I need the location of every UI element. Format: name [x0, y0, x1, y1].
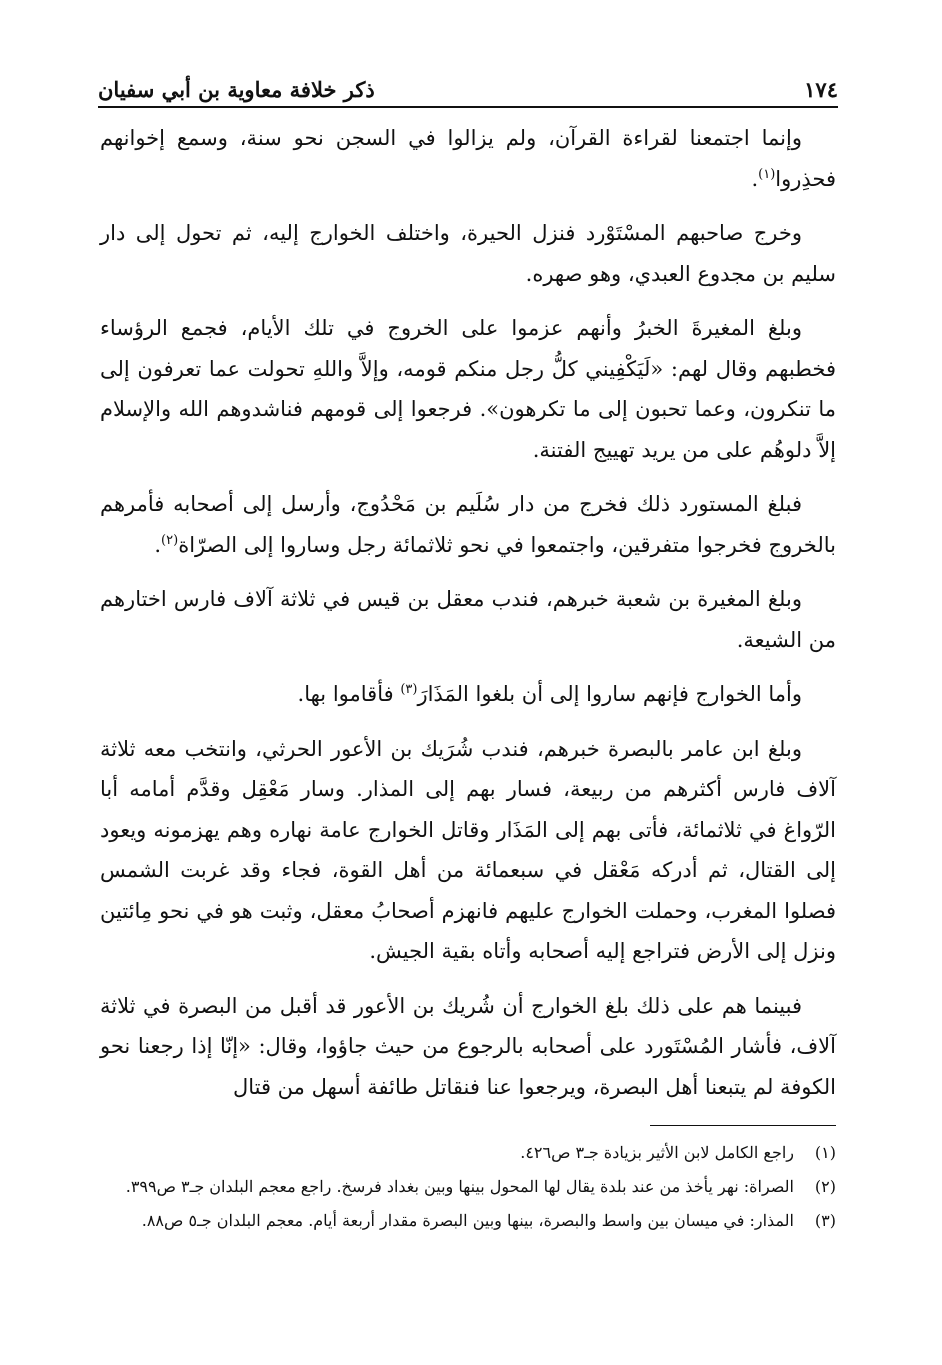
paragraph: وبلغ المغيرةَ الخبرُ وأنهم عزموا على الخروج في تلك الأيام، فجمع الرؤساء فخطبهم وقال لهم: «لَيَكْفِيني كلُّ رجل منكم قومه، وإلاَّ واللهِ تحولت عما تعرفون إلى ما تنكرون، وعما تحبون إلى ما تكرهون». فرجعوا إلى قومهم فناشدوهم الله والإسلام إلاَّ دلوهُم على من يريد تهييج الفتنة. — [100, 316, 836, 462]
footnote — [100, 1138, 836, 1168]
footnote-text: راجع الكامل لابن الأثير بزيادة جـ٣ ص٤٢٦. — [520, 1143, 794, 1162]
footnote — [100, 1172, 836, 1202]
footnote-divider — [650, 1125, 836, 1126]
page-header — [98, 62, 838, 102]
paragraph: وخرج صاحبهم المسْتَوْرد فنزل الحيرة، واختلف الخوارج إليه، ثم تحول إلى دار سليم بن مجدوع العبدي، وهو صهره. — [100, 221, 836, 286]
main-text — [100, 118, 836, 1121]
footnote-number: (١) — [814, 1143, 836, 1162]
paragraph: وأما الخوارج فإنهم ساروا إلى أن بلغوا المَذَارَ$^{(٣)}$ فأقاموا بها. — [297, 682, 802, 706]
footnote — [100, 1206, 836, 1236]
footnote-number: (٣) — [814, 1211, 836, 1230]
paragraph: فبينما هم على ذلك بلغ الخوارج أن شُريك بن الأعور قد أقبل من البصرة في ثلاثة آلاف، فأشار المُسْتَورد على أصحابه بالرجوع من حيث جاؤوا، وقال: «إنّا إذا رجعنا نحو الكوفة لم يتبعنا أهل البصرة، ويرجعوا عنا فنقاتل طائفة أسهل من قتال — [100, 993, 836, 1099]
page-number: ١٧٤ — [804, 77, 838, 102]
paragraph: وإنما اجتمعنا لقراءة القرآن، ولم يزالوا في السجن نحو سنة، وسمع إخوانهم فحذِروا$^{(١)}$. — [100, 126, 836, 191]
paragraph: وبلغ ابن عامر بالبصرة خبرهم، فندب شُرَيك بن الأعور الحرثي، وانتخب معه ثلاثة آلاف فارس أكثرهم من ربيعة، فسار بهم إلى المذار. وسار مَعْقِل وقدَّم أمامه أبا الرّواغ في ثلاثمائة، فأتى بهم إلى المَذَار وقاتل الخوارج عامة نهاره وهم يهزمونه ويعود إلى القتال، ثم أدركه مَعْقل في سبعمائة من أهل القوة، فجاء وقد غربت الشمس فصلوا المغرب، وحملت الخوارج عليهم فانهزم أصحابُ معقل، وثبت هو في نحو مِائتين ونزل إلى الأرض فتراجع إليه أصحابه وأتاه بقية الجيش. — [100, 736, 836, 963]
footnote-number: (٢) — [814, 1177, 836, 1196]
footnote-text: الصراة: نهر يأخذ من عند بلدة يقال لها المحول بينها وبين بغداد فرسخ. راجع معجم البلدان جـ٣ ص٣٩٩. — [125, 1177, 794, 1196]
footnote-text: المذار: في ميسان بين واسط والبصرة، بينها وبين البصرة مقدار أربعة أيام. معجم البلدان جـ٥ ص٨٨. — [141, 1211, 794, 1230]
header-divider — [98, 106, 838, 108]
running-title: ذكر خلافة معاوية بن أبي سفيان — [98, 77, 375, 102]
footnote-ref: (١) — [758, 166, 776, 182]
footnotes — [100, 1138, 836, 1240]
paragraph: وبلغ المغيرة بن شعبة خبرهم، فندب معقل بن قيس في ثلاثة آلاف فارس اختارهم من الشيعة. — [100, 587, 836, 652]
footnote-ref: (٣) — [400, 682, 418, 697]
paragraph: فبلغ المستورد ذلك فخرج من دار سُلَيم بن مَحْدُوج، وأرسل إلى أصحابه فأمرهم بالخروج فخرجوا متفرقين، واجتمعوا في نحو ثلاثمائة رجل وساروا إلى الصرّاة$^{(٢)}$. — [100, 492, 836, 557]
footnote-ref: (٢) — [161, 532, 179, 548]
